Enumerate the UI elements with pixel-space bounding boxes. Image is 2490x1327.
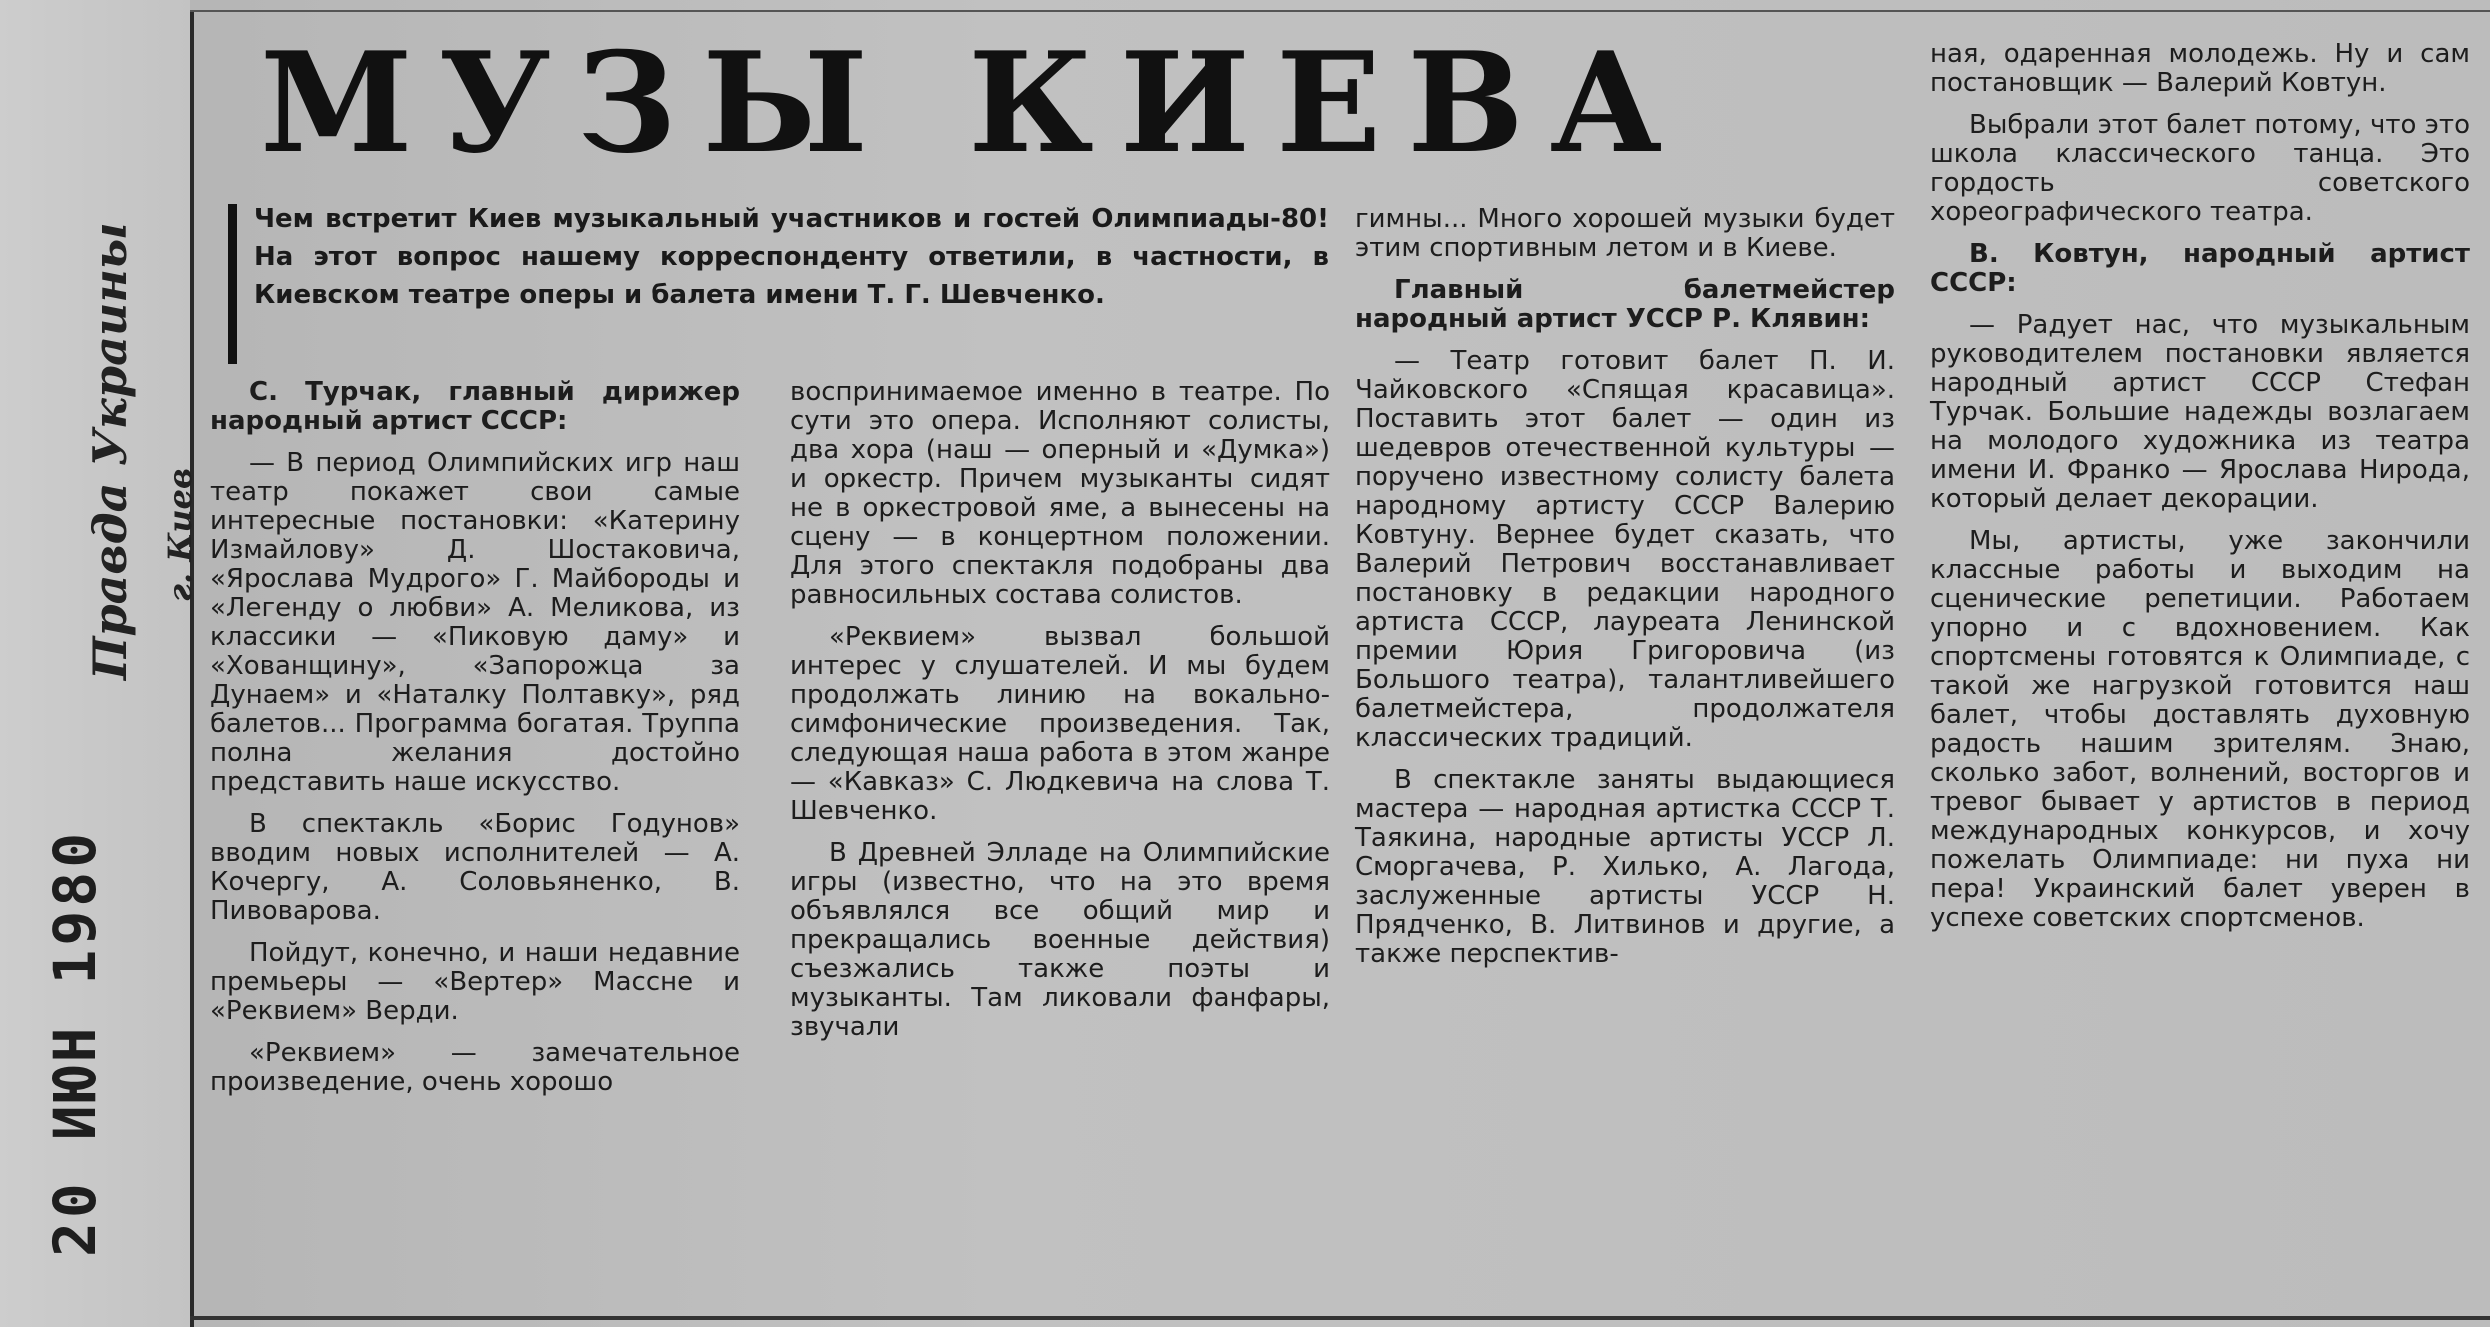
article-lead: Чем встретит Киев музыкальный участников и гостей Олимпиады-80! На этот вопрос нашему корреспонденту ответили, в частности, в Киевском театре оперы и балета имени Т. Г. Шевченко. <box>254 204 1329 310</box>
speaker-turchak: С. Турчак, главный дирижер народный артист СССР: <box>210 377 740 436</box>
paragraph: «Реквием» — замечательное произведение, очень хорошо <box>210 1038 740 1097</box>
bottom-rule <box>190 1316 2490 1320</box>
article-column-3 <box>1355 205 1895 969</box>
paragraph: — В период Олимпийских игр наш театр покажет свои самые интересные постановки: «Катерину Измайлову» Д. Шостаковича, «Ярослава Мудрого» Г. Майбороды и «Легенду о любви» А. Меликова, из классики — «Пиковую даму» и «Хованщину», «Запорожца за Дунаем» и «Наталку Полтавку», ряд балетов... Программа богатая. Труппа полна желания достойно представить наше искусство. <box>210 448 740 797</box>
speaker-kovtun: В. Ковтун, народный артист СССР: <box>1930 239 2470 298</box>
paragraph: «Реквием» вызвал большой интерес у слушателей. И мы будем продолжать линию на вокально-симфонические произведения. Так, следующая наша работа в этом жанре — «Кавказ» С. Людкевича на слова Т. Шевченко. <box>790 622 1330 826</box>
paragraph: В спектакль «Борис Годунов» вводим новых исполнителей — А. Кочергу, А. Соловьяненко, В. Пивоварова. <box>210 809 740 926</box>
paragraph: ная, одаренная молодежь. Ну и сам постановщик — Валерий Ковтун. <box>1930 39 2470 98</box>
left-margin-rule <box>190 10 194 1327</box>
paragraph: Мы, артисты, уже закончили классные работы и выходим на сценические репетиции. Работаем упорно и с вдохновением. Как спортсмены готовятся к Олимпиаде, с такой же нагрузкой готовится наш балет, чтобы доставлять духовную радость нашим зрителям. Знаю, сколько забот, волнений, восторгов и тревог бывает у артистов в период международных конкурсов, и хочу пожелать Олимпиаде: ни пуха ни пера! Украинский балет уверен в успехе советских спортсменов. <box>1930 526 2470 933</box>
top-rule <box>190 10 2490 12</box>
speaker-klyavin: Главный балетмейстер народный артист УССР Р. Клявин: <box>1355 275 1895 334</box>
article-headline: МУЗЫ КИЕВА <box>260 21 1689 184</box>
article-column-4 <box>1930 40 2470 933</box>
paragraph: Пойдут, конечно, и наши недавние премьеры — «Вертер» Массне и «Реквием» Верди. <box>210 938 740 1026</box>
paragraph: — Театр готовит балет П. И. Чайковского «Спящая красавица». Поставить этот балет — один из шедевров отечественной культуры — поручено известному солисту балета народному артисту СССР Валерию Ковтуну. Вернее будет сказать, что Валерий Петрович восстанавливает постановку в редакции народного артиста СССР, лауреата Ленинской премии Юрия Григоровича (из Большого театра), талантливейшего балетмейстера, продолжателя классических традиций. <box>1355 346 1895 753</box>
city-stamp: г. Киев <box>161 467 199 603</box>
paragraph: — Радует нас, что музыкальным руководителем постановки является народный артист СССР Стефан Турчак. Большие надежды возлагаем на молодого художника из театра имени И. Франко — Ярослава Нирода, который делает декорации. <box>1930 310 2470 514</box>
paragraph: В Древней Элладе на Олимпийские игры (известно, что на это время объявлялся все общий мир и прекращались военные действия) съезжались также поэты и музыканты. Там ликовали фанфары, звучали <box>790 838 1330 1042</box>
article-column-1 <box>210 378 740 1097</box>
paragraph: Выбрали этот балет потому, что это школа классического танца. Это гордость советского хореографического театра. <box>1930 110 2470 227</box>
date-stamp: 20 ИЮН 1980 <box>41 828 109 1257</box>
lead-marker-bar <box>228 204 237 364</box>
paragraph: воспринимаемое именно в театре. По сути это опера. Исполняют солисты, два хора (наш — оперный и «Думка») и оркестр. Причем музыканты сидят не в оркестровой яме, а вынесены на сцену — в концертном положении. Для этого спектакля подобраны два равносильных состава солистов. <box>790 377 1330 610</box>
paragraph: гимны... Много хорошей музыки будет этим спортивным летом и в Киеве. <box>1355 204 1895 263</box>
newspaper-name-stamp: Правда Украины <box>83 222 137 680</box>
paragraph: В спектакле заняты выдающиеся мастера — народная артистка СССР Т. Таякина, народные артисты УССР Л. Сморгачева, Р. Хилько, А. Лагода, заслуженные артисты УССР Н. Прядченко, В. Литвинов и другие, а также перспектив- <box>1355 765 1895 969</box>
article-column-2 <box>790 378 1330 1042</box>
